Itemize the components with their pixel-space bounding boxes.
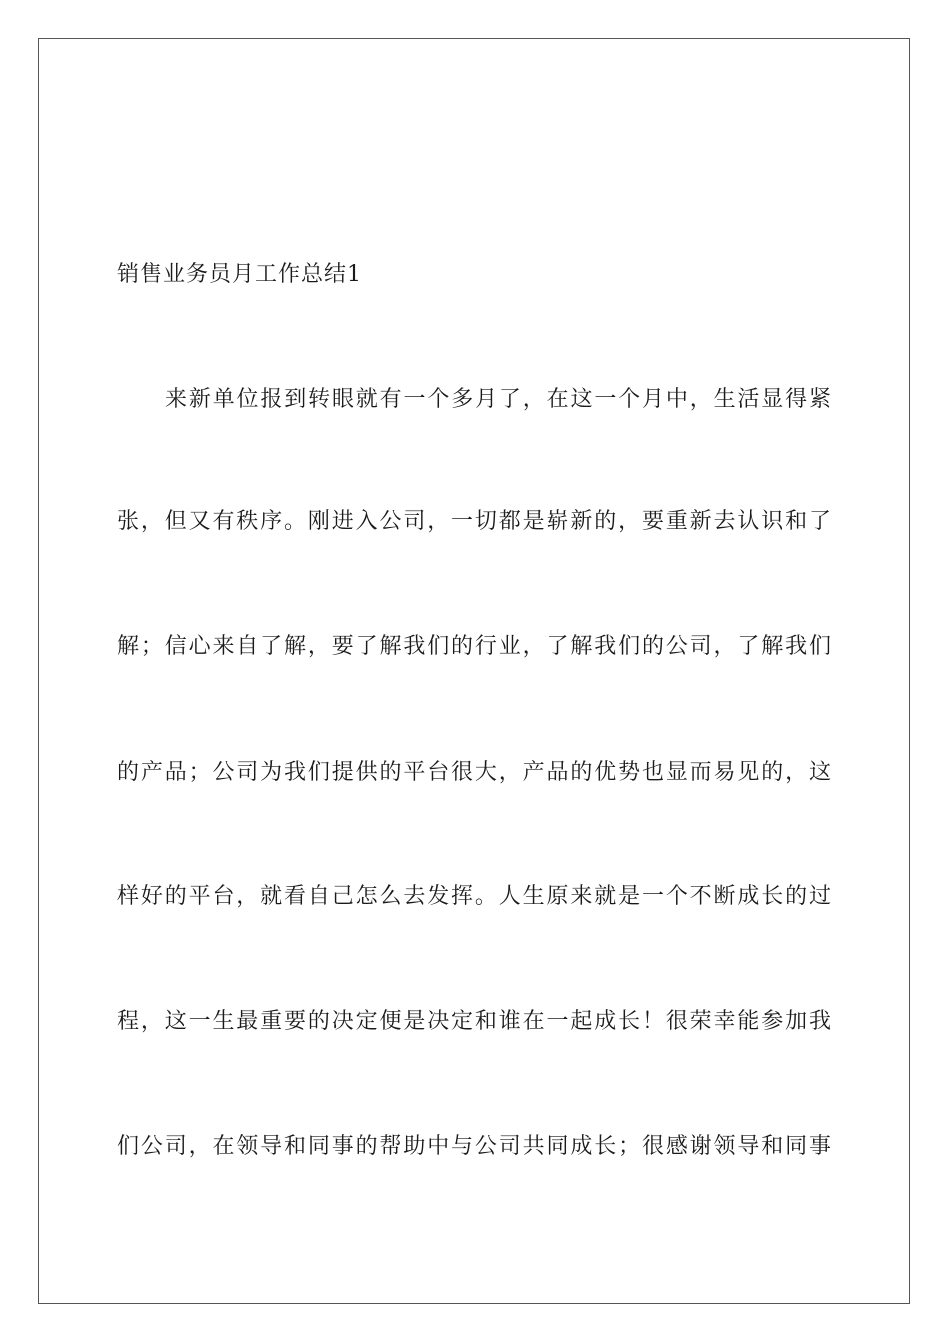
page-border (38, 38, 910, 1304)
paragraph-line: 样好的平台，就看自己怎么去发挥。人生原来就是一个不断成长的过 (117, 884, 831, 909)
paragraph-line: 的产品；公司为我们提供的平台很大，产品的优势也显而易见的，这 (117, 760, 831, 785)
paragraph-line: 们公司，在领导和同事的帮助中与公司共同成长；很感谢领导和同事 (117, 1134, 831, 1159)
document-title: 销售业务员月工作总结1 (117, 262, 362, 287)
paragraph-line: 程，这一生最重要的决定便是决定和谁在一起成长！很荣幸能参加我 (117, 1009, 831, 1034)
paragraph-line: 解；信心来自了解，要了解我们的行业，了解我们的公司，了解我们 (117, 634, 831, 659)
paragraph-line: 张，但又有秩序。刚进入公司，一切都是崭新的，要重新去认识和了 (117, 509, 831, 534)
paragraph-line: 来新单位报到转眼就有一个多月了，在这一个月中，生活显得紧 (165, 387, 831, 412)
